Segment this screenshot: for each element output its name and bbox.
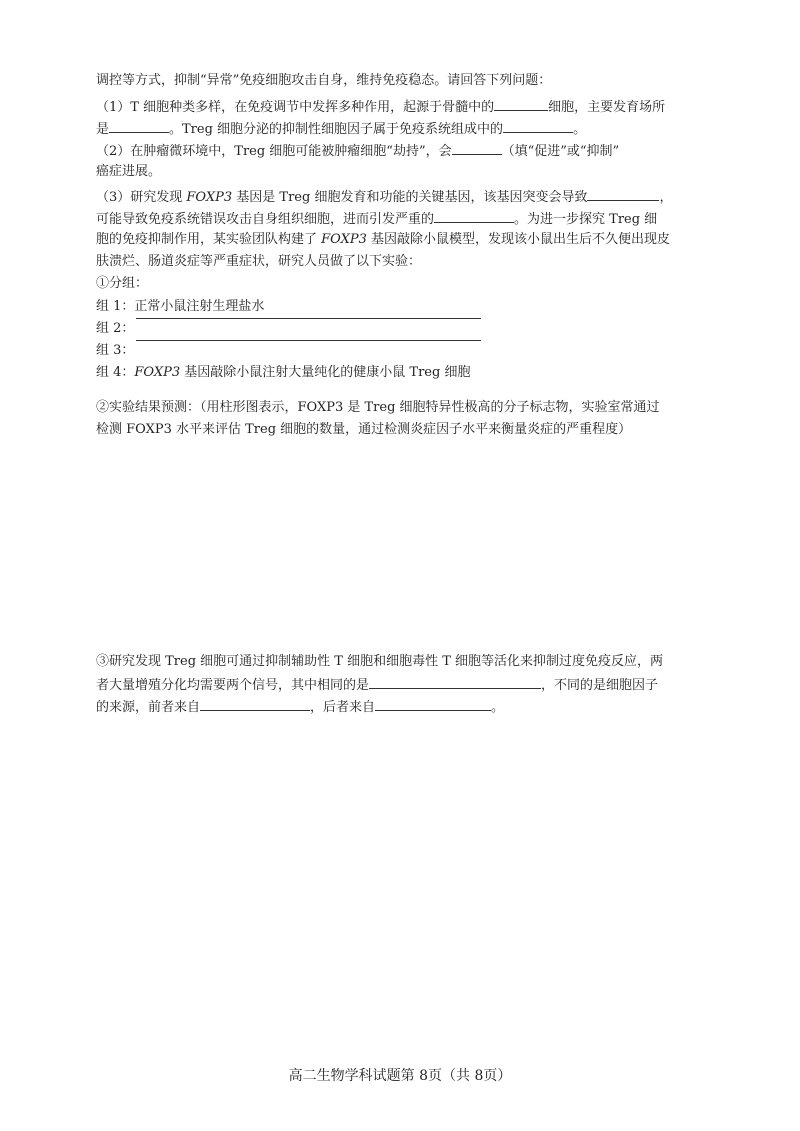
step3-blank-2[interactable]	[200, 696, 310, 711]
group-3: 组 3：	[96, 343, 135, 358]
q1-text-e: 。	[573, 122, 587, 137]
q3-text-b2: 。为进一步探究 Treg 细	[514, 212, 658, 227]
q2-blank-1[interactable]	[452, 140, 502, 155]
step3-line3	[96, 696, 504, 718]
q3-line1	[96, 186, 672, 208]
step3-blank-1[interactable]	[369, 674, 541, 689]
step3-text-b2: ，不同的是细胞因子	[541, 678, 659, 693]
q3-line2	[96, 208, 657, 230]
q3-line3	[96, 230, 670, 250]
q1-text-b: 细胞，主要发育场所	[548, 100, 666, 115]
q1-line1	[96, 96, 665, 118]
group-4	[96, 363, 470, 383]
q1-text-d: 。Treg 细胞分泌的抑制性细胞因子属于免疫系统组成中的	[169, 122, 504, 137]
q1-line2	[96, 118, 586, 140]
q1-text-a: （1）T 细胞种类多样，在免疫调节中发挥多种作用，起源于骨髓中的	[96, 100, 495, 115]
step3-text-c2: ，后者来自	[310, 700, 376, 715]
step3-line2	[96, 674, 658, 696]
q3-blank-2[interactable]	[434, 208, 514, 223]
q3-text-a3: ，	[659, 190, 673, 205]
gene-name: FOXP3	[134, 365, 181, 380]
q3-text-a1: （3）研究发现	[96, 190, 187, 205]
step3-text-c1: 的来源，前者来自	[96, 700, 201, 715]
gene-name: FOXP3	[321, 232, 367, 247]
page-footer: 高二生物学科试题第 8页（共 8页）	[288, 1068, 512, 1084]
q3-blank-1[interactable]	[587, 186, 659, 201]
step3-text-c3: 。	[491, 700, 505, 715]
group-2-answer-line[interactable]	[136, 317, 481, 319]
group-4-text: 基因敲除小鼠注射大量纯化的健康小鼠 Treg 细胞	[180, 365, 471, 380]
q3-text-c2: 基因敲除小鼠模型，发现该小鼠出生后不久便出现皮	[366, 232, 671, 247]
q2-line1	[96, 140, 619, 162]
q2-line2: 癌症进展。	[96, 164, 162, 179]
group-4-label: 组 4：	[96, 365, 135, 380]
q3-text-c1: 胞的免疫抑制作用，某实验团队构建了	[96, 232, 322, 247]
step3-blank-3[interactable]	[375, 696, 491, 711]
step2-line1: ②实验结果预测：（用柱形图表示，FOXP3 是 Treg 细胞特异性极高的分子标志物，实验室常通过	[96, 400, 660, 415]
q3-text-a2: 基因是 Treg 细胞发育和功能的关键基因，该基因突变会导致	[232, 190, 588, 205]
q2-text-a: （2）在肿瘤微环境中，Treg 细胞可能被肿瘤细胞“劫持”，会	[96, 144, 452, 159]
gene-name: FOXP3	[186, 190, 233, 205]
group-1: 组 1：正常小鼠注射生理盐水	[96, 299, 265, 314]
q1-blank-3[interactable]	[503, 118, 573, 133]
step3-text-b1: 者大量增殖分化均需要两个信号，其中相同的是	[96, 678, 370, 693]
step1-heading: ①分组：	[96, 276, 149, 291]
q2-text-b: （填“促进”或“抑制”	[501, 144, 620, 159]
step3-line1: ③研究发现 Treg 细胞可通过抑制辅助性 T 细胞和细胞毒性 T 细胞等活化来抑制过度免疫反应，两	[96, 654, 664, 669]
intro-line: 调控等方式，抑制“异常”免疫细胞攻击自身，维持免疫稳态。请回答下列问题：	[96, 73, 552, 88]
group-2: 组 2：	[96, 321, 135, 336]
q3-line4: 肤溃烂、肠道炎症等严重症状，研究人员做了以下实验：	[96, 254, 422, 269]
q3-text-b1: 可能导致免疫系统错误攻击自身组织细胞，进而引发严重的	[96, 212, 435, 227]
group-3-answer-line[interactable]	[136, 339, 481, 341]
q1-text-c: 是	[96, 122, 110, 137]
step2-line2: 检测 FOXP3 水平来评估 Treg 细胞的数量，通过检测炎症因子水平来衡量炎症的严重程度）	[96, 422, 632, 437]
q1-blank-1[interactable]	[494, 96, 548, 111]
q1-blank-2[interactable]	[109, 118, 169, 133]
